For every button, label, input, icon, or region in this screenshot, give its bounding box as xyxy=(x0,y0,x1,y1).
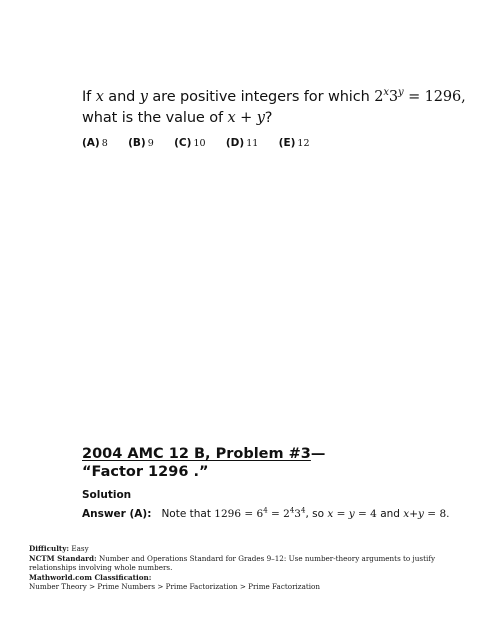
base-2: 2 xyxy=(374,88,384,105)
exponent-y: y xyxy=(398,87,404,98)
difficulty-value: Easy xyxy=(71,544,89,553)
problem-question xyxy=(82,82,482,129)
exponent-4: 4 xyxy=(263,506,268,515)
choice-value: 8 xyxy=(101,138,108,149)
choice-value: 11 xyxy=(246,138,259,149)
base-3: 3 xyxy=(294,508,301,520)
choice-letter: (A) xyxy=(82,137,100,149)
answer-choices xyxy=(82,137,327,149)
exponent-4: 4 xyxy=(300,506,306,515)
equals-8: = 8. xyxy=(423,508,450,520)
answer-line xyxy=(82,508,449,520)
metadata-footer xyxy=(29,544,479,592)
variable-x: x xyxy=(95,88,104,105)
variable-y: y xyxy=(418,508,424,520)
choice-value: 12 xyxy=(297,138,310,149)
equals-4: = 4 xyxy=(354,508,377,520)
choice-letter: (B) xyxy=(128,137,146,149)
question-text: what is the value of xyxy=(82,109,228,126)
variable-x: x xyxy=(327,508,334,520)
equals-sign: = xyxy=(333,508,349,520)
answer-text: Note that xyxy=(161,508,215,520)
title-dash: — xyxy=(310,446,326,462)
choice-letter: (E) xyxy=(278,137,296,149)
choice-letter: (D) xyxy=(225,137,245,149)
question-line-2 xyxy=(82,108,482,129)
number-1296: 1296 xyxy=(214,508,242,520)
choice-letter: (C) xyxy=(174,137,192,149)
nctm-label: NCTM Standard: xyxy=(29,553,97,563)
exponent-x: x xyxy=(383,87,389,98)
equals-two: = 2 xyxy=(267,508,290,520)
mathworld-value: Number Theory > Prime Numbers > Prime Factorization > Prime Factorization xyxy=(29,582,321,592)
choice-a xyxy=(82,137,108,149)
variable-y: y xyxy=(139,88,148,105)
exponent-4: 4 xyxy=(289,506,295,515)
solution-heading: Solution xyxy=(82,489,132,501)
variable-x: x xyxy=(227,109,236,126)
difficulty-label: Difficulty: xyxy=(29,544,70,553)
nctm-value: Number and Operations Standard for Grades 9–12: Use number-theory arguments to justify relationships involving whole numbers. xyxy=(29,553,436,573)
choice-b xyxy=(128,137,154,149)
problem-title: 2004 AMC 12 B, Problem #3 xyxy=(82,446,311,462)
question-text: and xyxy=(103,88,140,105)
choice-value: 10 xyxy=(193,138,206,149)
question-mark: ? xyxy=(264,109,273,126)
variable-x: x xyxy=(403,508,410,520)
answer-text: and xyxy=(376,508,404,520)
nctm-row xyxy=(29,554,479,573)
mathworld-label: Mathworld.com Classification: xyxy=(29,572,152,582)
answer-text: , so xyxy=(305,508,328,520)
choice-e xyxy=(279,137,310,149)
answer-label: Answer (A): xyxy=(82,508,152,520)
choice-d xyxy=(226,137,258,149)
choice-value: 9 xyxy=(147,138,154,149)
question-line-1 xyxy=(82,82,482,108)
base-3: 3 xyxy=(388,88,399,105)
problem-title-line xyxy=(82,445,325,463)
difficulty-row xyxy=(29,544,479,554)
equation xyxy=(374,89,465,105)
problem-subtitle: “Factor 1296 .” xyxy=(82,464,209,480)
plus-sign: + xyxy=(409,508,419,520)
plus-sign: + xyxy=(235,109,257,126)
choice-c xyxy=(174,137,205,149)
question-text: If xyxy=(82,88,96,105)
equals-1296: = 1296, xyxy=(403,88,466,105)
question-text: are positive integers for which xyxy=(147,88,375,105)
variable-y: y xyxy=(348,508,355,520)
equals-six: = 6 xyxy=(241,508,264,520)
variable-y: y xyxy=(256,109,265,126)
problem-heading xyxy=(82,445,325,481)
factorization xyxy=(214,508,305,520)
